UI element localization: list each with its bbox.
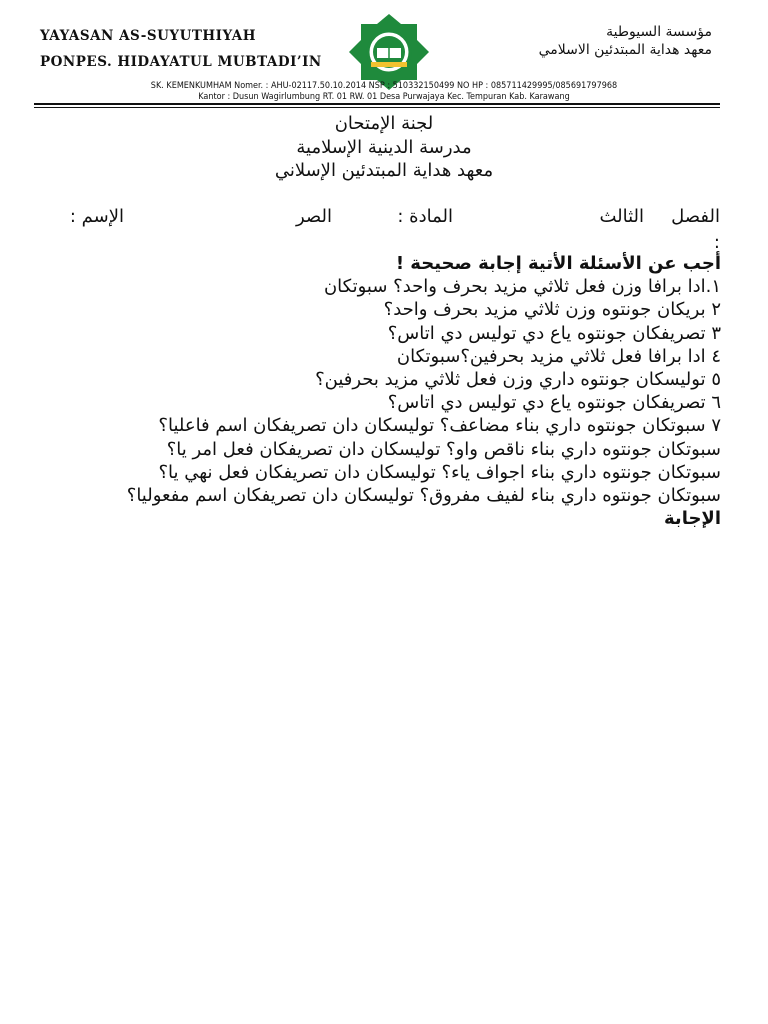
school-title: مدرسة الدينية الإسلامية: [296, 137, 472, 158]
exam-body: [58, 252, 721, 530]
answer-heading: الإجابة: [664, 508, 721, 530]
school-logo-icon: [341, 12, 437, 92]
question-2: ٢ بريكان جونتوه وزن ثلاثي مزيد بحرف واحد؟: [383, 299, 721, 321]
question-1: ١.ادا برافا وزن فعل ثلاثي مزيد بحرف واحد؟ سبوتكان: [323, 276, 721, 298]
name-label: الإسم :: [69, 206, 124, 227]
question-7: ٧ سبوتكان جونتوه داري بناء مضاعف؟ توليسكان دان تصريفكان اسم فاعليا؟: [158, 415, 721, 437]
header-divider-thick: [34, 103, 720, 105]
question-6: ٦ تصريفكان جونتوه ياع دي توليس دي اتاس؟: [387, 392, 721, 414]
question-10: سبوتكان جونتوه داري بناء لفيف مفروق؟ توليسكان دان تصريفكان اسم مفعوليا؟: [126, 485, 721, 507]
class-value: الثالث: [599, 206, 644, 227]
question-5: ٥ توليسكان جونتوه داري وزن فعل ثلاثي مزيد بحرفين؟: [315, 369, 721, 391]
foundation-name-arabic: مؤسسة السيوطية: [606, 24, 712, 40]
subject-label: المادة :: [397, 206, 453, 227]
trailing-colon: :: [713, 232, 720, 253]
logo-banner: [371, 62, 407, 67]
question-4: ٤ ادا برافا فعل ثلاثي مزيد بحرفين؟سبوتكان: [396, 345, 721, 367]
institute-title: معهد هداية المبتدئين الإسلاني: [274, 160, 494, 181]
question-9: سبوتكان جونتوه داري بناء اجواف ياء؟ توليسكان دان تصريفكان فعل نهي يا؟: [158, 461, 721, 483]
exam-committee-title: لجنة الإمتحان: [334, 113, 434, 134]
header-divider-thin: [34, 107, 720, 108]
foundation-name: YAYASAN AS-SUYUTHIYAH: [40, 28, 256, 44]
office-address: Kantor : Dusun Wagirlumbung RT. 01 RW. 01 Desa Purwajaya Kec. Tempuran Kab. Karawang: [198, 92, 570, 102]
letterhead: [0, 0, 768, 110]
question-3: ٣ تصريفكان جونتوه ياع دي توليس دي اتاس؟: [387, 322, 721, 344]
school-name: PONPES. HIDAYATUL MUBTADI’IN: [40, 54, 322, 70]
class-label: الفصل: [671, 206, 720, 227]
question-8: سبوتكان جونتوه داري بناء ناقص واو؟ توليسكان دان تصريفكان فعل امر يا؟: [166, 438, 721, 460]
subject-value: الصر: [295, 206, 332, 227]
instruction-text: أجب عن الأسئلة الأتية إجابة صحيحة !: [395, 253, 721, 274]
registration-info: SK. KEMENKUMHAM Nomer. : AHU-02117.50.10.2014 NSP : 510332150499 NO HP : 085711429995/085691797968: [150, 81, 618, 91]
school-name-arabic: معهد هداية المبتدئين الاسلامي: [538, 42, 712, 58]
